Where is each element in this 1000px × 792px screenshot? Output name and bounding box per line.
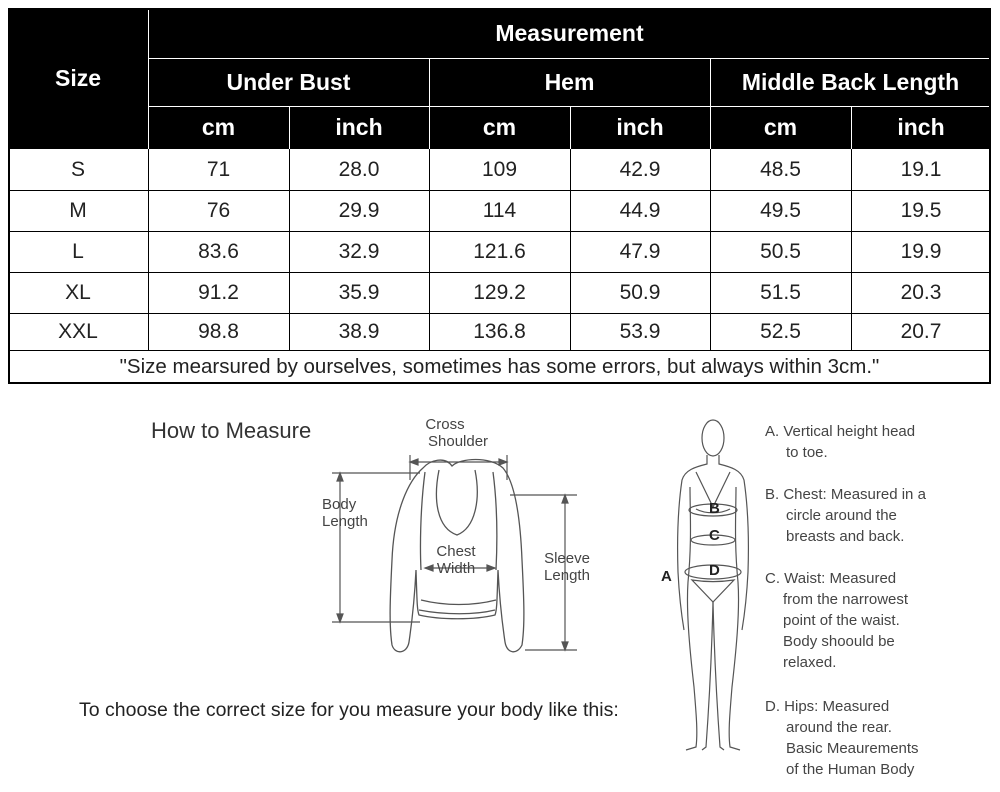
measurement-value-cell: 114 <box>482 198 517 222</box>
unit-header-inch: inch <box>570 106 710 149</box>
measurement-value-cell: 83.6 <box>198 239 239 263</box>
measurement-value-cell: 136.8 <box>473 319 526 343</box>
body-measurement-diagram <box>660 412 770 764</box>
marker-c: C <box>709 527 720 544</box>
under-bust-header: Under Bust <box>148 58 429 106</box>
measurement-value-cell: 20.3 <box>900 280 942 304</box>
measurement-value-cell: 44.9 <box>619 198 661 222</box>
size-label-cell: XL <box>65 280 91 304</box>
measurement-value-cell: 91.2 <box>198 280 239 304</box>
annotation-b: B. Chest: Measured in a circle around the breasts and back. <box>765 486 926 545</box>
chest-width-label: Chest Width <box>436 543 476 577</box>
measurement-value-cell: 121.6 <box>473 239 526 263</box>
measurement-value-cell: 48.5 <box>760 157 801 181</box>
marker-d: D <box>709 562 720 579</box>
measurement-value-cell: 53.9 <box>619 319 661 343</box>
size-label-cell: XXL <box>58 319 98 343</box>
measurement-header: Measurement <box>148 8 991 58</box>
how-to-measure-title: How to Measure <box>151 418 312 443</box>
measurement-value-cell: 76 <box>206 198 231 222</box>
measurement-value-cell: 42.9 <box>619 157 661 181</box>
middle-back-length-header: Middle Back Length <box>710 58 991 106</box>
marker-b: B <box>709 500 720 517</box>
annotation-c: C. Waist: Measured from the narrowest point of the waist. Body shoould be relaxed. <box>765 570 909 671</box>
measurement-value-cell: 19.5 <box>900 198 942 222</box>
measurement-value-cell: 29.9 <box>338 198 380 222</box>
hem-header: Hem <box>429 58 710 106</box>
annotation-d: D. Hips: Measured around the rear. Basic Meaurements of the Human Body <box>765 698 919 778</box>
unit-header-inch: inch <box>851 106 991 149</box>
measurement-value-cell: 49.5 <box>760 198 801 222</box>
measurement-value-cell: 35.9 <box>338 280 380 304</box>
size-label-cell: S <box>70 157 85 181</box>
measurement-value-cell: 71 <box>206 157 231 181</box>
unit-header-inch: inch <box>289 106 429 149</box>
size-column-header: Size <box>8 8 148 149</box>
measurement-value-cell: 50.9 <box>619 280 661 304</box>
size-chart-table <box>8 8 991 384</box>
measure-instruction: To choose the correct size for you measure your body like this: <box>79 699 619 721</box>
measurement-value-cell: 32.9 <box>338 239 380 263</box>
measurement-value-cell: 98.8 <box>198 319 239 343</box>
measurement-value-cell: 50.5 <box>760 239 801 263</box>
measurement-value-cell: 109 <box>481 157 518 181</box>
measurement-value-cell: 28.0 <box>338 157 380 181</box>
measurement-value-cell: 19.9 <box>900 239 942 263</box>
size-disclaimer-note: "Size mearsured by ourselves, sometimes has some errors, but always within 3cm." <box>119 355 880 378</box>
measurement-value-cell: 47.9 <box>619 239 661 263</box>
annotation-a: A. Vertical height head to toe. <box>765 423 916 461</box>
size-label-cell: M <box>69 198 87 222</box>
unit-header-cm: cm <box>429 106 570 149</box>
cross-shoulder-label: Cross Shoulder <box>425 416 489 450</box>
measurement-value-cell: 129.2 <box>473 280 526 304</box>
measurement-value-cell: 20.7 <box>900 319 942 343</box>
marker-a: A <box>661 568 672 585</box>
unit-header-cm: cm <box>710 106 851 149</box>
body-length-label: Body Length <box>322 496 368 530</box>
sleeve-length-label: Sleeve Length <box>544 550 590 584</box>
measurement-value-cell: 38.9 <box>338 319 380 343</box>
size-label-cell: L <box>72 239 84 263</box>
measurement-value-cell: 52.5 <box>760 319 801 343</box>
measurement-value-cell: 19.1 <box>900 157 942 181</box>
measurement-value-cell: 51.5 <box>760 280 801 304</box>
unit-header-cm: cm <box>148 106 289 149</box>
